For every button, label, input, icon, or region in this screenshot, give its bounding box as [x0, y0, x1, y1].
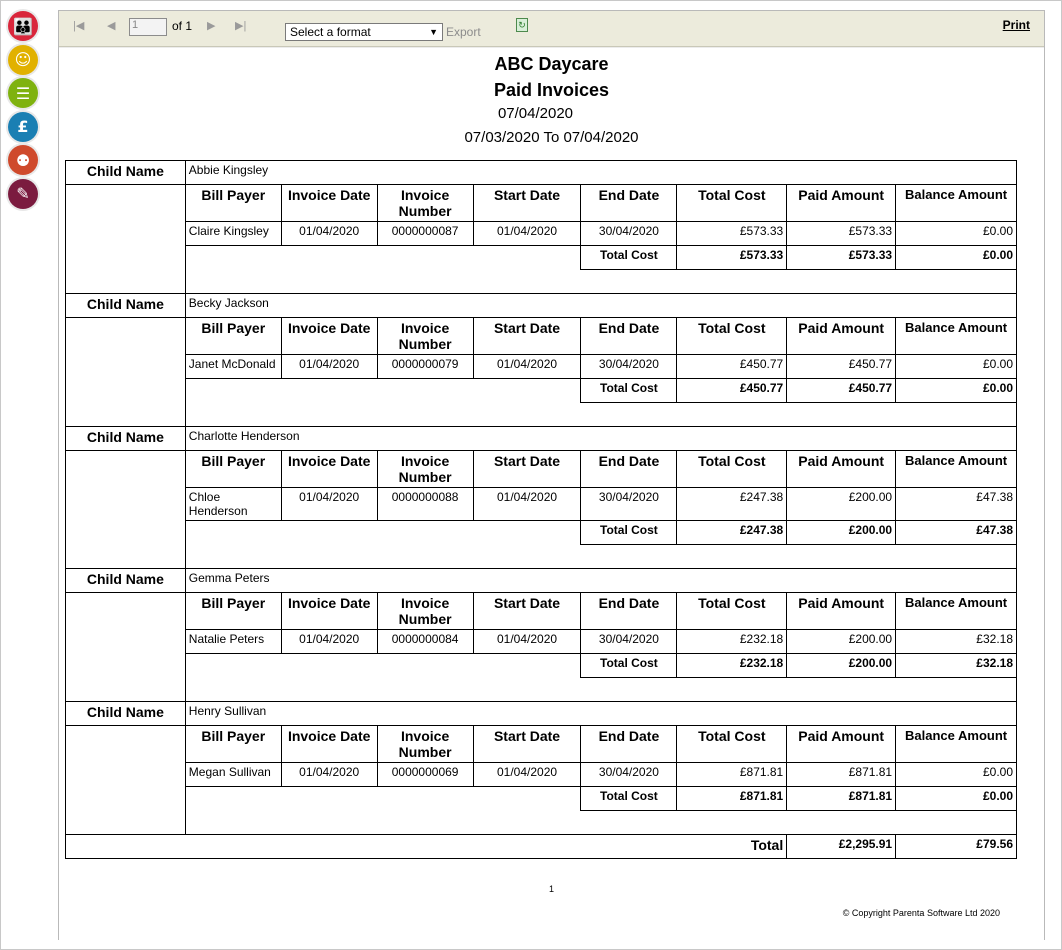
child-name-row: [66, 294, 1017, 318]
export-link[interactable]: Export: [446, 25, 481, 39]
invoice-number-value: 0000000087: [377, 222, 473, 246]
total-cost-label: Total Cost: [581, 379, 677, 403]
bill-payer-value: Claire Kingsley: [185, 222, 281, 246]
end-date-value: 30/04/2020: [581, 488, 677, 521]
start-date-value: 01/04/2020: [473, 630, 581, 654]
paid-amount-header: Paid Amount: [787, 185, 896, 222]
child-name-value: Charlotte Henderson: [185, 427, 1016, 451]
invoice-date-value: 01/04/2020: [281, 763, 377, 787]
sum-total-value: £871.81: [677, 787, 787, 811]
report-toolbar: [59, 11, 1044, 47]
total-cost-row: [66, 521, 1017, 545]
end-date-value: 30/04/2020: [581, 630, 677, 654]
balance-amount-value: £0.00: [896, 355, 1017, 379]
total-cost-label: Total Cost: [581, 787, 677, 811]
child-name-value: Henry Sullivan: [185, 702, 1016, 726]
start-date-value: 01/04/2020: [473, 222, 581, 246]
report-title: ABC Daycare: [494, 54, 609, 74]
print-link[interactable]: Print: [1002, 18, 1030, 32]
invoice-date-header: Invoice Date: [281, 726, 377, 763]
invoice-number-value: 0000000088: [377, 488, 473, 521]
spacer-cell: [185, 403, 1016, 427]
invoice-number-value: 0000000079: [377, 355, 473, 379]
total-cost-header: Total Cost: [677, 451, 787, 488]
invoice-date-value: 01/04/2020: [281, 355, 377, 379]
empty-cell: [185, 654, 581, 678]
child-name-value: Gemma Peters: [185, 569, 1016, 593]
invoice-date-value: 01/04/2020: [281, 222, 377, 246]
total-cost-row: [66, 654, 1017, 678]
chevron-down-icon: ▼: [429, 27, 438, 37]
invoice-header-row: [66, 318, 1017, 355]
total-cost-row: [66, 379, 1017, 403]
end-date-header: End Date: [581, 593, 677, 630]
invoice-row: [66, 355, 1017, 379]
child-name-row: [66, 427, 1017, 451]
paid-amount-value: £450.77: [787, 355, 896, 379]
end-date-value: 30/04/2020: [581, 222, 677, 246]
invoice-header-row: [66, 593, 1017, 630]
balance-amount-header: Balance Amount: [896, 185, 1017, 222]
report-date-range: 07/03/2020 To 07/04/2020: [464, 129, 639, 146]
end-date-header: End Date: [581, 185, 677, 222]
balance-amount-header: Balance Amount: [896, 451, 1017, 488]
sum-total-value: £450.77: [677, 379, 787, 403]
invoices-table: [65, 160, 1017, 859]
spacer-cell: [185, 545, 1016, 569]
indent-cell: [66, 318, 186, 427]
grand-total-balance: £79.56: [896, 835, 1017, 859]
tools-icon[interactable]: ✎: [8, 179, 38, 209]
bill-payer-value: Natalie Peters: [185, 630, 281, 654]
total-cost-value: £247.38: [677, 488, 787, 521]
spacer-row: [66, 678, 1017, 702]
total-cost-header: Total Cost: [677, 593, 787, 630]
invoice-row: [66, 488, 1017, 521]
report-page: [59, 48, 1044, 940]
sum-paid-value: £200.00: [787, 521, 896, 545]
last-page-icon[interactable]: ▶|: [235, 20, 247, 32]
invoice-number-value: 0000000084: [377, 630, 473, 654]
paid-amount-value: £200.00: [787, 630, 896, 654]
empty-cell: [185, 787, 581, 811]
grand-total-row: [66, 835, 1017, 859]
total-cost-value: £573.33: [677, 222, 787, 246]
end-date-value: 30/04/2020: [581, 763, 677, 787]
spacer-row: [66, 403, 1017, 427]
total-cost-row: [66, 787, 1017, 811]
spacer-cell: [185, 270, 1016, 294]
start-date-header: Start Date: [473, 593, 581, 630]
start-date-value: 01/04/2020: [473, 763, 581, 787]
child-name-label: Child Name: [66, 702, 186, 726]
grand-total-paid: £2,295.91: [787, 835, 896, 859]
sidebar: [1, 1, 47, 949]
invoice-date-header: Invoice Date: [281, 185, 377, 222]
total-cost-row: [66, 246, 1017, 270]
total-cost-header: Total Cost: [677, 185, 787, 222]
invoice-number-header: Invoice Number: [377, 593, 473, 630]
indent-cell: [66, 451, 186, 569]
sum-balance-value: £32.18: [896, 654, 1017, 678]
invoice-row: [66, 630, 1017, 654]
paid-amount-header: Paid Amount: [787, 318, 896, 355]
balance-amount-value: £32.18: [896, 630, 1017, 654]
empty-cell: [185, 246, 581, 270]
bill-payer-header: Bill Payer: [185, 451, 281, 488]
page-number: 1: [548, 884, 554, 894]
grand-total-label: Total: [66, 835, 787, 859]
child-name-label: Child Name: [66, 427, 186, 451]
bill-payer-header: Bill Payer: [185, 318, 281, 355]
invoice-number-header: Invoice Number: [377, 726, 473, 763]
paid-amount-header: Paid Amount: [787, 451, 896, 488]
invoice-date-value: 01/04/2020: [281, 630, 377, 654]
bill-payer-value: Janet McDonald: [185, 355, 281, 379]
spacer-cell: [185, 678, 1016, 702]
start-date-header: Start Date: [473, 451, 581, 488]
copyright: © Copyright Parenta Software Ltd 2020: [842, 908, 1000, 918]
sum-total-value: £247.38: [677, 521, 787, 545]
page-count-label: of 1: [172, 19, 193, 33]
first-page-icon[interactable]: |◀: [73, 20, 85, 32]
report-viewer: [58, 10, 1045, 940]
sum-total-value: £573.33: [677, 246, 787, 270]
document-icon[interactable]: ☰: [8, 78, 38, 108]
empty-cell: [185, 521, 581, 545]
invoice-number-header: Invoice Number: [377, 185, 473, 222]
invoice-date-header: Invoice Date: [281, 451, 377, 488]
bill-payer-header: Bill Payer: [185, 185, 281, 222]
sum-paid-value: £871.81: [787, 787, 896, 811]
indent-cell: [66, 593, 186, 702]
paid-amount-header: Paid Amount: [787, 593, 896, 630]
spacer-cell: [185, 811, 1016, 835]
sum-total-value: £232.18: [677, 654, 787, 678]
start-date-value: 01/04/2020: [473, 355, 581, 379]
total-cost-header: Total Cost: [677, 726, 787, 763]
pound-icon[interactable]: £: [8, 112, 38, 142]
child-name-row: [66, 161, 1017, 185]
start-date-header: Start Date: [473, 318, 581, 355]
child-icon[interactable]: ☺: [8, 45, 38, 75]
sum-paid-value: £450.77: [787, 379, 896, 403]
indent-cell: [66, 185, 186, 294]
paid-amount-value: £573.33: [787, 222, 896, 246]
invoice-number-header: Invoice Number: [377, 318, 473, 355]
end-date-header: End Date: [581, 451, 677, 488]
invoice-header-row: [66, 185, 1017, 222]
sum-paid-value: £573.33: [787, 246, 896, 270]
previous-page-icon[interactable]: ◀: [107, 20, 116, 32]
total-cost-label: Total Cost: [581, 521, 677, 545]
invoice-row: [66, 763, 1017, 787]
paid-amount-header: Paid Amount: [787, 726, 896, 763]
page-number-input[interactable]: 1: [129, 18, 167, 36]
start-date-value: 01/04/2020: [473, 488, 581, 521]
spacer-row: [66, 545, 1017, 569]
empty-cell: [185, 379, 581, 403]
child-name-row: [66, 569, 1017, 593]
invoice-row: [66, 222, 1017, 246]
total-cost-label: Total Cost: [581, 654, 677, 678]
end-date-header: End Date: [581, 318, 677, 355]
balance-amount-header: Balance Amount: [896, 318, 1017, 355]
total-cost-header: Total Cost: [677, 318, 787, 355]
spacer-row: [66, 270, 1017, 294]
export-format-select[interactable]: [285, 23, 443, 41]
end-date-value: 30/04/2020: [581, 355, 677, 379]
report-date: 07/04/2020: [497, 105, 574, 122]
child-name-label: Child Name: [66, 294, 186, 318]
end-date-header: End Date: [581, 726, 677, 763]
child-name-value: Becky Jackson: [185, 294, 1016, 318]
balance-amount-value: £0.00: [896, 222, 1017, 246]
total-cost-value: £871.81: [677, 763, 787, 787]
next-page-icon[interactable]: ▶: [207, 20, 216, 32]
indent-cell: [66, 726, 186, 835]
refresh-icon[interactable]: ↻: [516, 18, 528, 32]
bill-payer-header: Bill Payer: [185, 593, 281, 630]
invoice-header-row: [66, 451, 1017, 488]
sum-balance-value: £0.00: [896, 379, 1017, 403]
spacer-row: [66, 811, 1017, 835]
bill-payer-value: Chloe Henderson: [185, 488, 281, 521]
paid-amount-value: £871.81: [787, 763, 896, 787]
invoice-date-header: Invoice Date: [281, 593, 377, 630]
balance-amount-header: Balance Amount: [896, 593, 1017, 630]
child-name-label: Child Name: [66, 161, 186, 185]
child-name-label: Child Name: [66, 569, 186, 593]
paid-amount-value: £200.00: [787, 488, 896, 521]
report-subtitle: Paid Invoices: [493, 80, 610, 100]
invoice-date-value: 01/04/2020: [281, 488, 377, 521]
child-name-row: [66, 702, 1017, 726]
sum-paid-value: £200.00: [787, 654, 896, 678]
bill-payer-header: Bill Payer: [185, 726, 281, 763]
balance-amount-value: £47.38: [896, 488, 1017, 521]
family-icon[interactable]: 👪: [8, 11, 38, 41]
sum-balance-value: £47.38: [896, 521, 1017, 545]
staff-icon[interactable]: ⚉: [8, 145, 38, 175]
child-name-value: Abbie Kingsley: [185, 161, 1016, 185]
balance-amount-header: Balance Amount: [896, 726, 1017, 763]
export-format-value: Select a format: [290, 25, 371, 39]
sum-balance-value: £0.00: [896, 787, 1017, 811]
bill-payer-value: Megan Sullivan: [185, 763, 281, 787]
total-cost-value: £450.77: [677, 355, 787, 379]
invoice-header-row: [66, 726, 1017, 763]
start-date-header: Start Date: [473, 185, 581, 222]
start-date-header: Start Date: [473, 726, 581, 763]
invoice-date-header: Invoice Date: [281, 318, 377, 355]
balance-amount-value: £0.00: [896, 763, 1017, 787]
total-cost-label: Total Cost: [581, 246, 677, 270]
invoice-number-header: Invoice Number: [377, 451, 473, 488]
sum-balance-value: £0.00: [896, 246, 1017, 270]
total-cost-value: £232.18: [677, 630, 787, 654]
invoice-number-value: 0000000069: [377, 763, 473, 787]
